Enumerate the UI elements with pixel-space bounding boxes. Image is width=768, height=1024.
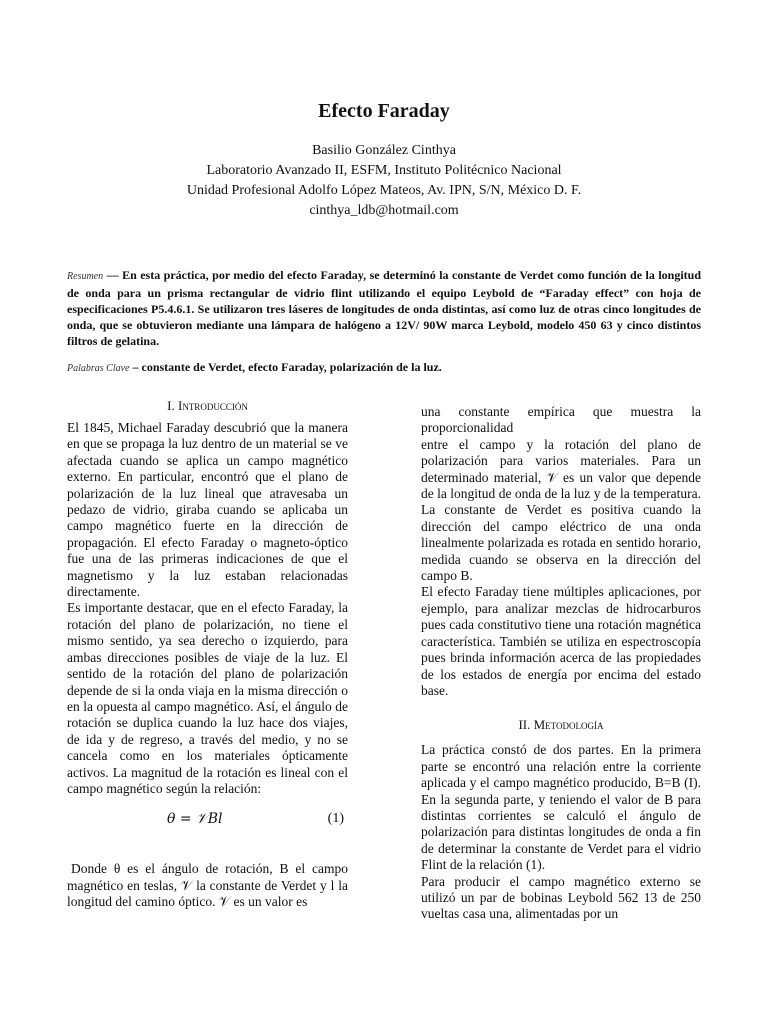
keywords-label: Palabras Clave bbox=[67, 363, 130, 374]
paragraph: una constante empírica que muestra la proporcionalidad bbox=[421, 404, 701, 436]
paragraph: entre el campo y la rotación del plano de polarización para varios materiales. Para un determinado material, 𝒱 es un valor que depende de la longitud de onda de la luz y de la temperatura. La constante de Verdet es positiva cuando la dirección del campo eléctrico de una onda linealmente polarizada es rotada en sentido horario, medida cuando se observa en la dirección del campo B. bbox=[421, 436, 701, 584]
paragraph: La práctica constó de dos partes. En la primera parte se encontró una relación entre la corriente aplicada y el campo magnético producido, B=B (I). En la segunda parte, y teniendo el valor de B para distintas corrientes se calculó el ángulo de polarización para distintas longitudes de onda a fin de determinar la constante de Verdet para el vidrio Flint de la relación (1). bbox=[421, 742, 701, 873]
paragraph: Para producir el campo magnético externo se utilizó un par de bobinas Leybold 562 13 de 250 vueltas casa una, alimentadas por un bbox=[421, 873, 701, 922]
section-heading-metodologia: II. Metodología bbox=[518, 717, 604, 733]
equation-number: (1) bbox=[327, 811, 344, 827]
author-address: Unidad Profesional Adolfo López Mateos, Av. IPN, S/N, México D. F. bbox=[186, 183, 582, 198]
left-column bbox=[67, 398, 348, 911]
keywords bbox=[67, 359, 701, 377]
paper-title: Efecto Faraday bbox=[318, 100, 450, 122]
author-email: cinthya_ldb@hotmail.com bbox=[309, 203, 459, 218]
right-column bbox=[421, 404, 701, 923]
section-heading-introduccion: I. Introducción bbox=[167, 398, 248, 413]
author-block bbox=[0, 141, 768, 221]
keywords-text: – constante de Verdet, efecto Faraday, polarización de la luz. bbox=[132, 360, 442, 374]
paragraph: El efecto Faraday tiene múltiples aplicaciones, por ejemplo, para analizar mezclas de hidrocarburos pues cada constitutivo tiene una rotación magnética característica. También se utiliza en espectroscopía pues brinda información acerca de las propiedades de los estados de energía por encima del estado base. bbox=[421, 584, 701, 698]
abstract bbox=[67, 267, 701, 349]
equation-expression: θ = 𝒱Bl bbox=[167, 811, 223, 828]
equation-1 bbox=[67, 811, 348, 833]
author-name: Basilio González Cinthya bbox=[312, 143, 456, 158]
abstract-text: — En esta práctica, por medio del efecto Faraday, se determinó la constante de Verdet como función de la longitud de onda para un prisma rectangular de vidrio flint utilizando el equipo Leybold de “Faraday effect” con hoja de especificaciones P5.4.6.1. Se utilizaron tres láseres de longitudes de onda distintas, así como luz de otras cinco longitudes de onda, que se obtuvieron mediante una lámpara de halógeno a 12V/ 90W marca Leybold, modelo 450 63 y cinco distintos filtros de gelatina. bbox=[67, 268, 702, 348]
abstract-label: Resumen bbox=[67, 271, 104, 282]
paragraph: El 1845, Michael Faraday descubrió que la manera en que se propaga la luz dentro de un material se ve afectada cuando se aplica un campo magnético externo. En particular, encontró que el plano de polarización de la luz lineal que atravesaba un pedazo de vidrio, giraba cuando se aplicaba un campo magnético fuerte en la dirección de propagación. El efecto Faraday o magneto-óptico fue una de las primeras indicaciones de que el magnetismo y la luz estaban relacionadas directamente. bbox=[67, 420, 348, 600]
paragraph: Es importante destacar, que en el efecto Faraday, la rotación del plano de polarización, no tiene el mismo sentido, ya sea derecho o izquierdo, para ambas direcciones posibles de viaje de la luz. El sentido de la rotación del plano de polarización depende de si la onda viaja en la misma dirección o en la opuesta al campo magnético. Así, el ángulo de rotación se duplica cuando la luz hace dos viajes, de ida y de regreso, a través del medio, y no se cancela como en los materiales ópticamente activos. La magnitud de la rotación es lineal con el campo magnético según la relación: bbox=[67, 600, 348, 796]
paragraph: Donde θ es el ángulo de rotación, B el campo magnético en teslas, 𝒱 la constante de Verdet y l la longitud del camino óptico. 𝒱 es un valor es bbox=[67, 861, 348, 910]
author-affiliation: Laboratorio Avanzado II, ESFM, Instituto Politécnico Nacional bbox=[206, 163, 562, 178]
